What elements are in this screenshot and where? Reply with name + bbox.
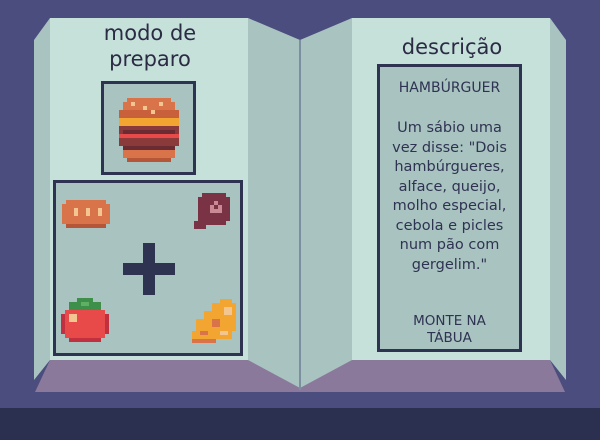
floor [0,408,600,440]
action-line1: MONTE NA [413,313,486,329]
meat-icon[interactable] [190,189,234,233]
bread-icon[interactable] [62,196,110,228]
item-description: Um sábio uma vez disse: "Dois hambúrgueres, alface, queijo, molho especial, cebola e picles num pão com gergelim." [392,120,507,273]
left-title-line1: modo de [103,21,197,45]
assemble-instruction [380,313,519,347]
plus-icon [123,243,175,295]
tomato-icon[interactable] [61,298,109,346]
right-page-title: descrição [401,35,503,59]
left-page-title [60,20,240,72]
hamburger-icon [111,90,187,166]
item-name: HAMBÚRGUER [398,80,501,96]
description-panel [377,64,522,352]
left-title-line2: preparo [109,47,191,71]
cheese-icon[interactable] [188,295,240,347]
ingredients-panel [53,180,243,356]
action-line2: TÁBUA [427,330,472,346]
result-item-slot[interactable] [101,81,196,175]
